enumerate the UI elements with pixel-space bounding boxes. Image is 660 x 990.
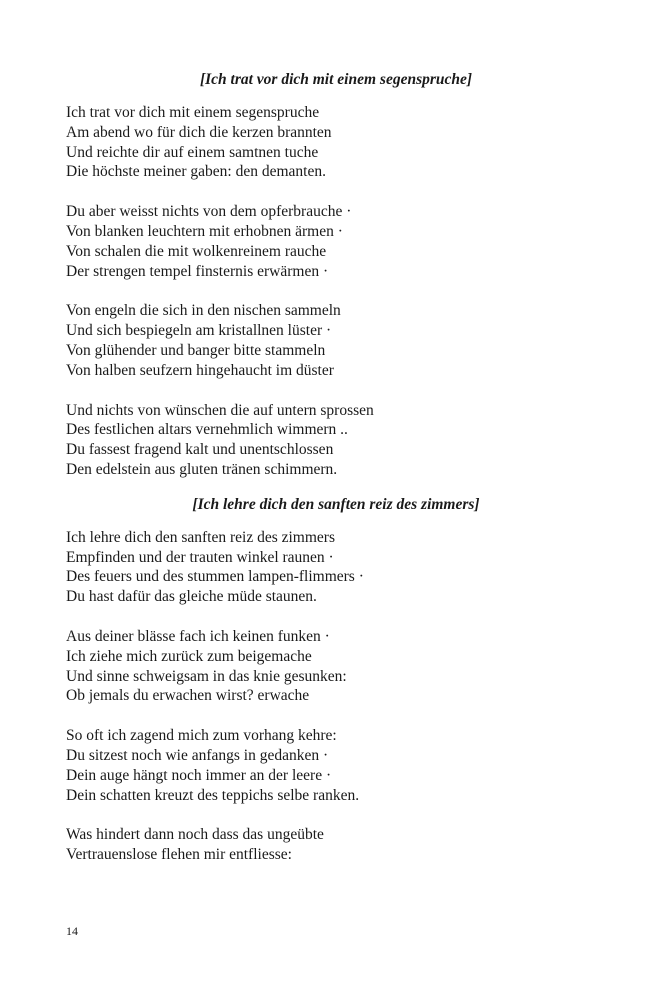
verse-line: Vertrauenslose flehen mir entfliesse: [66,846,292,864]
verse-line: Am abend wo für dich die kerzen brannten [66,123,332,141]
poem-2 [66,528,606,865]
verse-line: Und sinne schweigsam in das knie gesunken: [66,667,347,685]
verse-line: Dein schatten kreuzt des teppichs selbe ranken. [66,786,360,804]
verse-line: Ob jemals du erwachen wirst? erwache [66,687,310,705]
verse-line: Aus deiner blässe fach ich keinen funken · [66,627,330,645]
verse-line: Des feuers und des stummen lampen-flimmers · [66,568,364,586]
verse-line: Des festlichen altars vernehmlich wimmern .. [66,421,348,439]
verse-line: Und sich bespiegeln am kristallnen lüster · [66,322,332,340]
verse-line: Von engeln die sich in den nischen sammeln [66,302,341,320]
poem-1 [66,103,606,480]
verse-line: Ich trat vor dich mit einem segenspruche [66,104,320,121]
stanza [66,627,606,706]
verse-line: Von schalen die mit wolkenreinem rauche [66,242,327,260]
verse-line: Die höchste meiner gaben: den demanten. [66,163,326,181]
verse-line: Und reichte dir auf einem samtnen tuche [66,143,319,161]
poem-title: [Ich lehre dich den sanften reiz des zimmers] [192,495,480,513]
verse-line: Empfinden und der trauten winkel raunen · [66,548,334,566]
stanza [66,103,606,182]
page-number: 14 [66,924,78,938]
verse-line: Und nichts von wünschen die auf untern sprossen [66,401,374,419]
verse-line: Der strengen tempel finsternis erwärmen · [66,262,329,280]
stanza [66,825,606,865]
page-body [66,66,606,865]
stanza [66,401,606,480]
stanza [66,726,606,805]
verse-line: So oft ich zagend mich zum vorhang kehre: [66,727,337,745]
verse-line: Du fassest fragend kalt und unentschlossen [66,441,334,459]
stanza [66,301,606,380]
stanza [66,528,606,607]
verse-line: Du sitzest noch wie anfangs in gedanken · [66,746,329,764]
verse-line: Von halben seufzern hingehaucht im düster [66,361,334,379]
poem-title: [Ich trat vor dich mit einem segenspruche] [199,71,473,88]
verse-line: Von blanken leuchtern mit erhobnen ärmen · [66,222,343,240]
verse-line: Den edelstein aus gluten tränen schimmern. [66,460,338,478]
stanza [66,202,606,281]
verse-line: Dein auge hängt noch immer an der leere · [66,766,332,784]
verse-line: Du aber weisst nichts von dem opferbrauche · [66,203,352,221]
verse-line: Was hindert dann noch dass das ungeübte [66,826,324,844]
verse-line: Von glühender und banger bitte stammeln [66,341,326,359]
verse-line: Du hast dafür das gleiche müde staunen. [66,588,317,606]
verse-line: Ich ziehe mich zurück zum beigemache [66,647,312,665]
verse-line: Ich lehre dich den sanften reiz des zimmers [66,528,335,546]
